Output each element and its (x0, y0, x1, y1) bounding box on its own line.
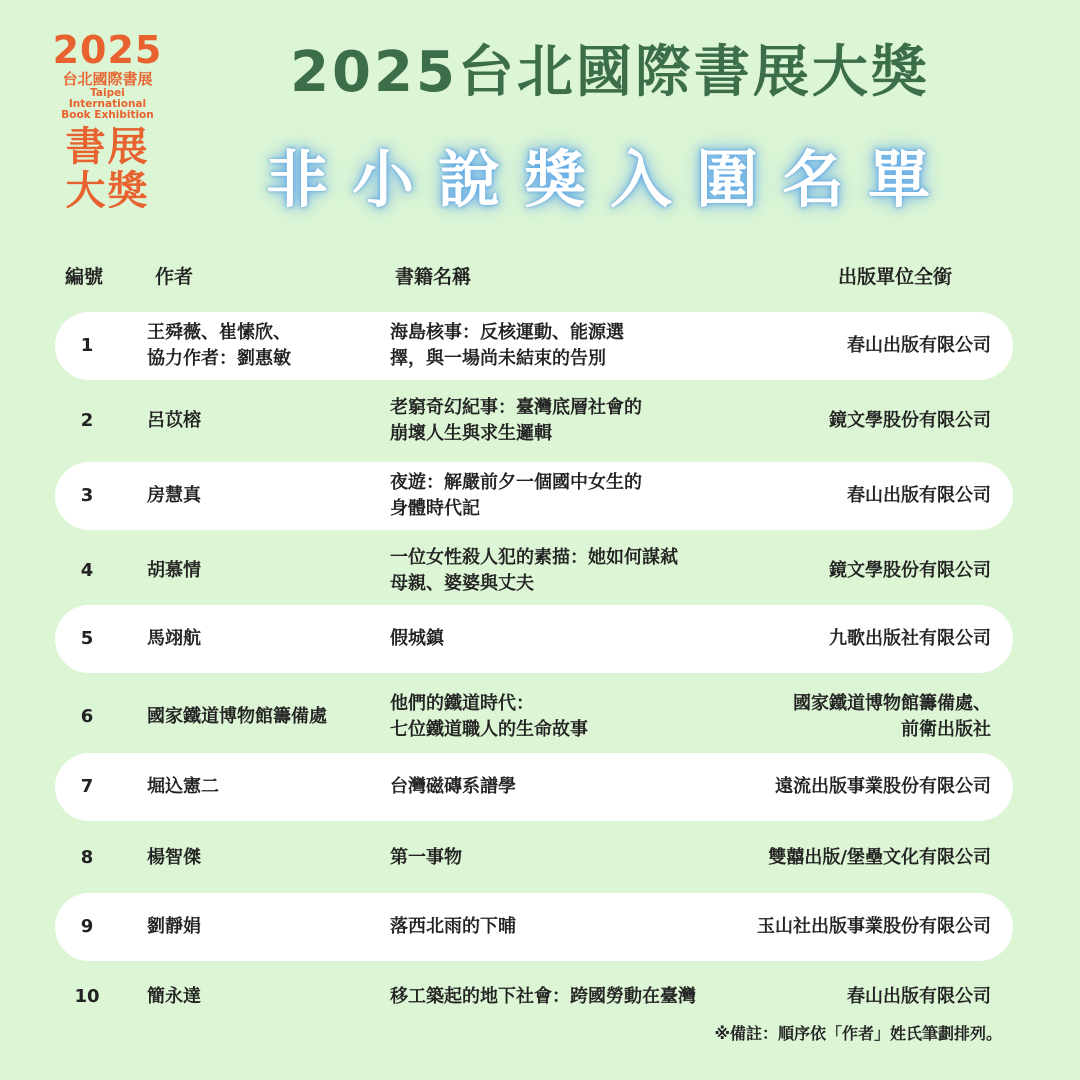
row-number: 1 (80, 335, 94, 356)
row-book-title: 他們的鐵道時代： 七位鐵道職人的生命故事 (390, 693, 588, 740)
row-publisher: 春山出版有限公司 (847, 485, 991, 506)
row-book-title: 假城鎮 (390, 628, 444, 649)
row-author: 簡永達 (147, 986, 201, 1007)
row-number: 7 (80, 776, 94, 797)
row-author: 房慧真 (147, 485, 201, 506)
row-book-title: 第一事物 (390, 847, 462, 868)
row-book-title: 移工築起的地下社會：跨國勞動在臺灣 (390, 986, 696, 1007)
row-publisher: 玉山社出版事業股份有限公司 (757, 916, 991, 937)
row-number: 2 (80, 410, 94, 431)
row-number: 4 (80, 560, 94, 581)
header-number: 編號 (65, 266, 104, 288)
page-title: 2025台北國際書展大獎 (290, 40, 930, 105)
row-author: 馬翊航 (147, 628, 201, 649)
logo-name-en-1: Taipei International (68, 87, 147, 110)
logo-award-2: 大獎 (65, 168, 150, 214)
row-publisher: 鏡文學股份有限公司 (829, 410, 991, 431)
row-publisher: 國家鐵道博物館籌備處、 前衛出版社 (793, 693, 991, 740)
header-book: 書籍名稱 (395, 266, 472, 288)
row-publisher: 春山出版有限公司 (847, 986, 991, 1007)
table-row (55, 462, 1013, 530)
row-publisher: 雙囍出版/堡壘文化有限公司 (768, 847, 991, 868)
row-publisher: 春山出版有限公司 (847, 335, 991, 356)
page-subtitle: 非小說獎入圍名單 (265, 143, 954, 216)
table-row (55, 537, 1013, 605)
logo-year: 2025 (52, 28, 163, 72)
header-publisher: 出版單位全銜 (838, 266, 953, 288)
row-book-title: 海島核事：反核運動、能源選 擇，與一場尚未結束的告別 (390, 322, 624, 369)
logo-name-en-2: Book Exhibition (61, 109, 154, 121)
logo-award-1: 書展 (65, 124, 150, 170)
row-book-title: 夜遊：解嚴前夕一個國中女生的 身體時代記 (390, 472, 642, 519)
row-author: 王舜薇、崔愫欣、 協力作者：劉惠敏 (147, 322, 291, 369)
table-row (55, 312, 1013, 380)
table-row (55, 893, 1013, 961)
row-author: 胡慕情 (147, 560, 201, 581)
table-row (55, 387, 1013, 455)
row-publisher: 鏡文學股份有限公司 (829, 560, 991, 581)
row-book-title: 台灣磁磚系譜學 (390, 776, 516, 797)
footnote: ※備註：順序依「作者」姓氏筆劃排列。 (714, 1024, 1002, 1043)
row-author: 劉靜娟 (147, 916, 201, 937)
table-row (55, 683, 1013, 751)
row-author: 堀込憲二 (147, 776, 219, 797)
row-number: 10 (74, 986, 100, 1007)
row-number: 6 (80, 706, 94, 727)
row-book-title: 一位女性殺人犯的素描：她如何謀弒 母親、婆婆與丈夫 (390, 547, 678, 594)
row-number: 5 (80, 628, 94, 649)
row-number: 3 (80, 485, 94, 506)
row-publisher: 九歌出版社有限公司 (829, 628, 991, 649)
header-author: 作者 (155, 266, 194, 288)
table-row (55, 605, 1013, 673)
logo (50, 30, 165, 213)
row-book-title: 老窮奇幻紀事：臺灣底層社會的 崩壞人生與求生邏輯 (390, 397, 642, 444)
row-publisher: 遠流出版事業股份有限公司 (775, 776, 991, 797)
row-number: 8 (80, 847, 94, 868)
logo-name-cn: 台北國際書展 (62, 70, 153, 88)
table-row (55, 753, 1013, 821)
row-book-title: 落西北雨的下晡 (390, 916, 516, 937)
row-number: 9 (80, 916, 94, 937)
row-author: 國家鐵道博物館籌備處 (147, 706, 327, 727)
table-row (55, 824, 1013, 892)
row-author: 呂苡榕 (147, 410, 201, 431)
row-author: 楊智傑 (147, 847, 201, 868)
